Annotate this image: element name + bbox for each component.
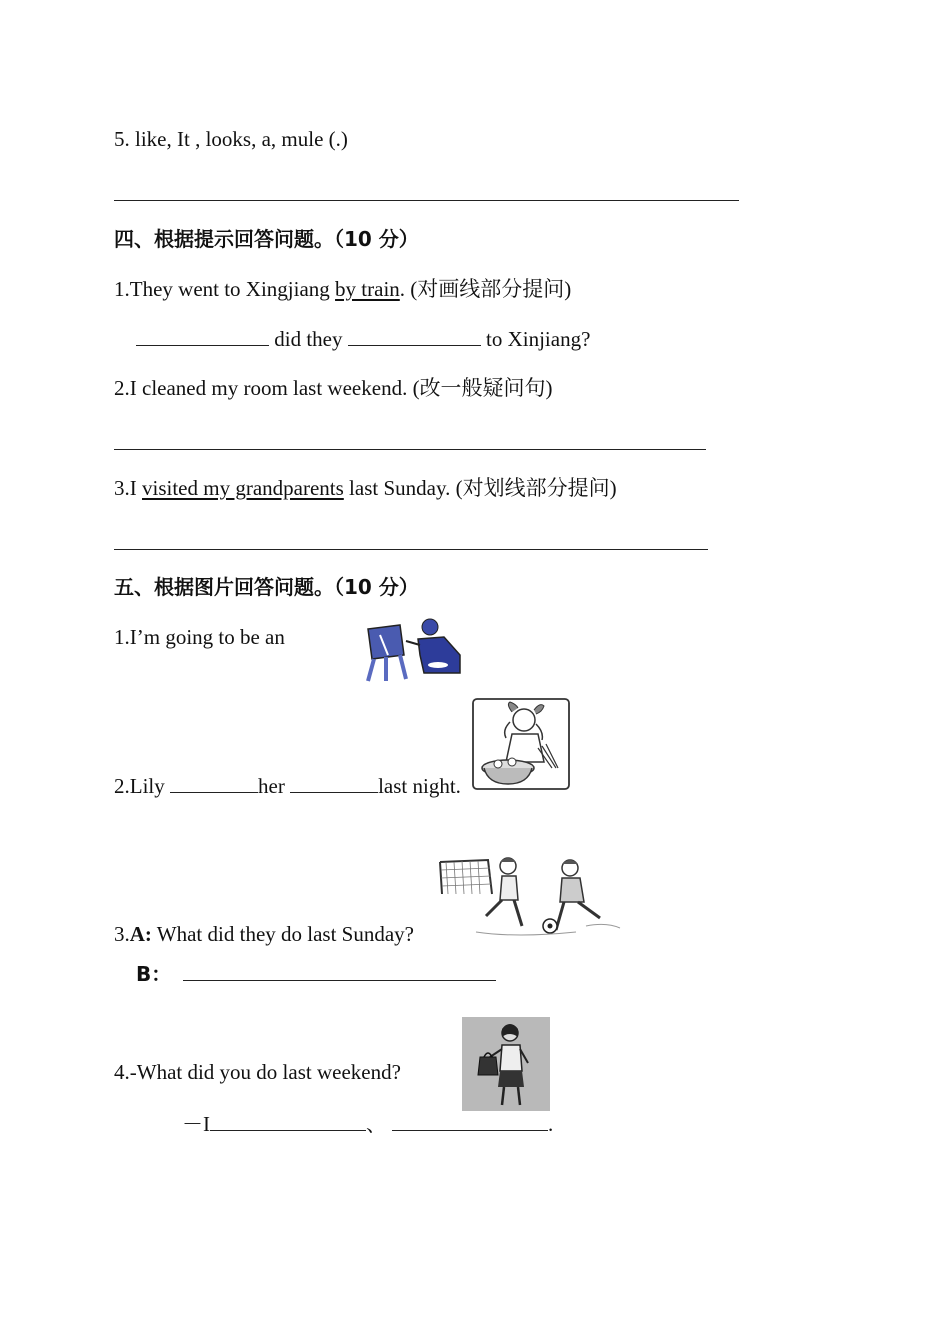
s4-q1-blank-1[interactable] bbox=[136, 325, 269, 346]
boys-playing-football-picture bbox=[436, 854, 622, 940]
s5-q3-number: 3. bbox=[114, 922, 130, 946]
s5-q2-blank-1[interactable] bbox=[170, 772, 258, 793]
s4-q2-question: 2.I cleaned my room last weekend. (改一般疑问句) bbox=[114, 376, 553, 400]
s4-q3-suffix: last Sunday. (对划线部分提问) bbox=[343, 476, 617, 500]
s4-q1-prefix: 1.They went to Xingjiang bbox=[114, 277, 336, 301]
s5-q3-blank[interactable] bbox=[183, 960, 496, 981]
section4-heading: 四、根据提示回答问题。（10 分） bbox=[114, 227, 419, 251]
s5-q3-answer bbox=[136, 960, 496, 988]
s4-q3-answer-line[interactable] bbox=[114, 549, 708, 550]
s5-q4-blank-2[interactable] bbox=[392, 1110, 548, 1131]
s4-q1-blank-2[interactable] bbox=[348, 325, 481, 346]
s5-q3-b-label: B： bbox=[136, 962, 172, 986]
s4-q1-answer bbox=[136, 325, 590, 353]
s4-q3-question bbox=[114, 474, 617, 502]
s5-q4-answer-prefix: －I bbox=[182, 1112, 210, 1136]
s4-q1-underlined: by train bbox=[335, 277, 400, 301]
section5-heading: 五、根据图片回答问题。（10 分） bbox=[114, 575, 419, 599]
s4-q1-answer-text1: did they bbox=[269, 327, 348, 351]
s5-q3-a-text: What did they do last Sunday? bbox=[151, 922, 414, 946]
s5-q4-answer bbox=[182, 1110, 553, 1138]
s4-q1-question bbox=[114, 275, 571, 303]
s5-q4-end: . bbox=[548, 1112, 554, 1136]
woman-with-shopping-bag-picture bbox=[462, 1017, 550, 1111]
s5-q4-separator: 、 bbox=[366, 1112, 386, 1136]
s4-q2-answer-line[interactable] bbox=[114, 449, 706, 450]
s5-q4-question: 4.-What did you do last weekend? bbox=[114, 1060, 401, 1084]
painter-at-easel-picture bbox=[364, 615, 464, 683]
q5-answer-line[interactable] bbox=[114, 200, 739, 201]
s4-q3-prefix: 3.I bbox=[114, 476, 142, 500]
q5-scramble-words: 5. like, It , looks, a, mule (.) bbox=[114, 127, 348, 151]
s5-q2-text2: her bbox=[258, 774, 291, 798]
s4-q3-underlined: visited my grandparents bbox=[142, 476, 344, 500]
s5-q3-a-label: A: bbox=[129, 922, 152, 946]
girl-washing-clothes-picture bbox=[472, 698, 570, 792]
s5-q2-text1: 2.Lily bbox=[114, 774, 170, 798]
s4-q1-answer-text2: to Xinjiang? bbox=[480, 327, 591, 351]
s4-q1-suffix: . (对画线部分提问) bbox=[399, 277, 572, 301]
s5-q2-blank-2[interactable] bbox=[290, 772, 378, 793]
s5-q4-blank-1[interactable] bbox=[210, 1110, 366, 1131]
s5-q1-question: 1.I’m going to be an bbox=[114, 625, 285, 649]
s5-q2-text3: last night. bbox=[378, 774, 461, 798]
s5-q3-question bbox=[114, 920, 414, 948]
s5-q2-question bbox=[114, 772, 461, 800]
